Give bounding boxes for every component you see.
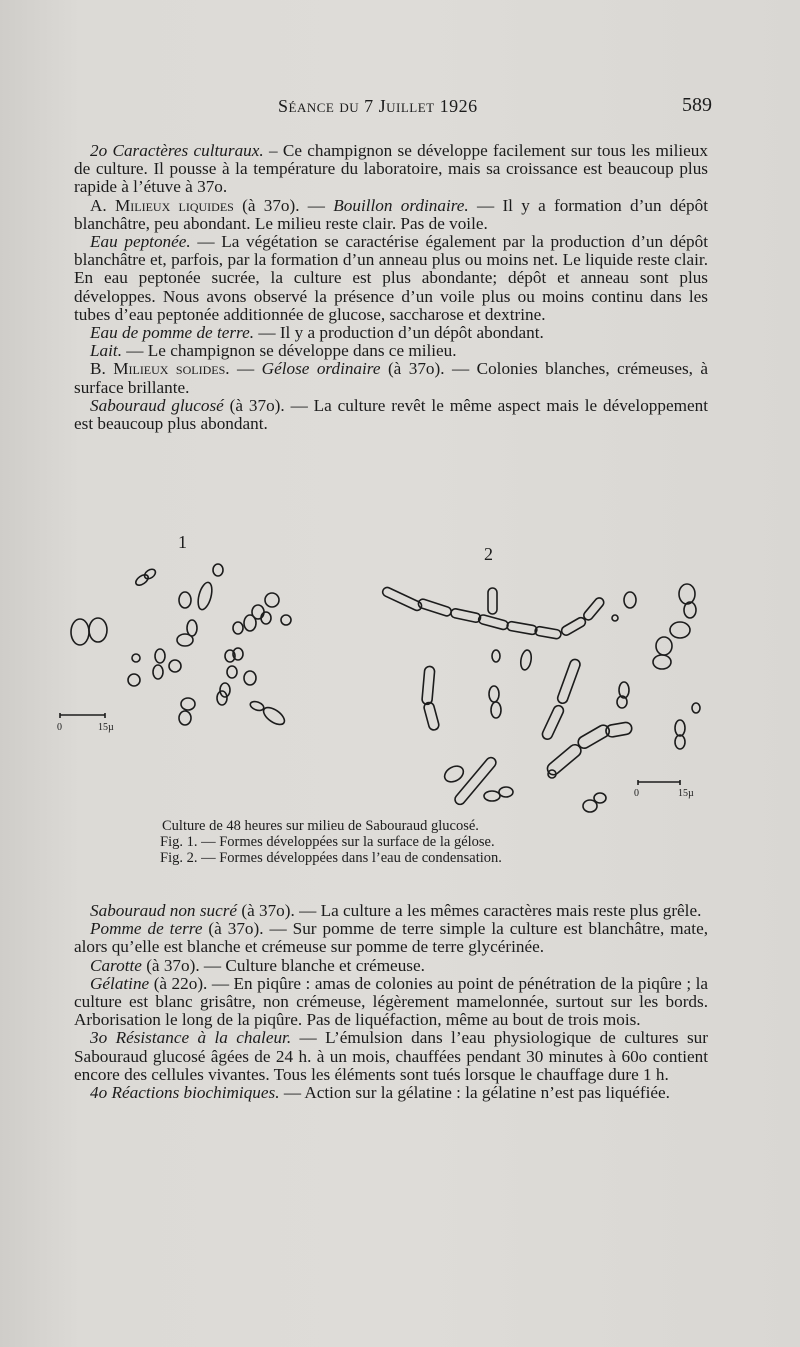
lait-text: — Le champignon se développe dans ce milieu. xyxy=(122,341,457,361)
milieux-liquides-text: — Il y a formation d’un dépôt blanchâtre, peu abondant. Le milieu reste clair. Pas de voile. xyxy=(74,195,708,233)
milieux-solides-heading: B. Milieux solides. xyxy=(90,359,230,379)
paragraph-carotte xyxy=(74,957,708,975)
figure-1-label: 1 xyxy=(178,532,187,552)
scale-bar-1-label: 15µ xyxy=(98,722,114,733)
section-3-heading: 3o Résistance à la chaleur. xyxy=(90,1028,292,1048)
paragraph-pomme-de-terre xyxy=(74,920,708,956)
section-2-text: – Ce champignon se développe facilement sur tous les milieux de culture. Il pousse à la température du laboratoire, mais sa croissance est beaucoup plus rapide à l’étuve à 37o. xyxy=(74,141,708,197)
eau-pomme-de-terre-text: — Il y a production d’un dépôt abondant. xyxy=(254,323,544,343)
sabouraud-non-sucre-text: (à 37o). — La culture a les mêmes caractères mais reste plus grêle. xyxy=(237,901,702,920)
lait-label: Lait. xyxy=(90,341,122,361)
caption-line-3: Fig. 2. — Formes développées dans l’eau de condensation. xyxy=(160,850,502,866)
milieux-solides-sep: — xyxy=(229,359,262,379)
page-header xyxy=(0,92,800,122)
section-2-heading: 2o Caractères culturaux. xyxy=(90,141,264,160)
gelatine-text: (à 22o). — En piqûre : amas de colonies au point de pénétration de la piqûre ; la culture est blanc grisâtre, non crémeuse, légèrement mamelonnée, surtout sur les bords. Arborisation le long de la piqûre. Pas de liquéfaction, même au bout de trois mois. xyxy=(74,973,708,1030)
scale-bar-1-zero: 0 xyxy=(57,722,62,733)
figure-illustration xyxy=(57,528,740,828)
bouillon-ordinaire-label: Bouillon ordinaire. xyxy=(333,195,469,215)
pomme-de-terre-label: Pomme de terre xyxy=(90,919,203,939)
sabouraud-glucose-label: Sabouraud glucosé xyxy=(90,395,224,415)
caption-line-2: Fig. 1. — Formes développées sur la surface de la gélose. xyxy=(160,834,495,850)
paragraph-milieux-solides xyxy=(74,360,708,396)
eau-peptonee-text: — La végétation se caractérise également par la production d’un dépôt blanchâtre et, parfois, par la formation d’un anneau plus ou moins net. Le liquide reste clair. En eau peptonée sucrée, la culture est plus abondante; dépôt et anneau sont plus développes. Nous avons observé la présence d’un voile plus ou moins continu dans les tubes d’eau peptonée additionnée de glucose, saccharose et dextrine. xyxy=(74,232,708,324)
paragraph-milieux-liquides xyxy=(74,197,708,233)
page-number: 589 xyxy=(682,94,712,116)
eau-peptonee-label: Eau peptonée. xyxy=(90,232,191,252)
eau-pomme-de-terre-label: Eau de pomme de terre. xyxy=(90,323,255,343)
paragraph-reactions-biochimiques xyxy=(74,1084,708,1102)
section-4-heading: 4o Réactions biochimiques. xyxy=(90,1083,280,1103)
carotte-text: (à 37o). — Culture blanche et crémeuse. xyxy=(141,955,425,975)
running-head: Séance du 7 Juillet 1926 xyxy=(278,96,478,116)
lower-text-block xyxy=(74,902,708,1102)
paragraph-eau-pomme-de-terre xyxy=(74,324,708,342)
paragraph-eau-peptonee xyxy=(74,233,708,324)
section-4-text: — Action sur la gélatine : la gélatine n’est pas liquéfiée. xyxy=(279,1083,670,1103)
paragraph-caracteres-culturaux xyxy=(74,142,708,197)
sabouraud-glucose-text: (à 37o). — La culture revêt le même aspect mais le développement est beaucoup plus abondant. xyxy=(74,395,708,434)
paragraph-sabouraud-glucose xyxy=(74,397,708,433)
sabouraud-non-sucre-label: Sabouraud non sucré xyxy=(90,901,238,920)
section-3-text: — L’émulsion dans l’eau physiologique de cultures sur Sabouraud glucosé âgées de 24 h. à un mois, chauffées pendant 30 minutes à 60o contient encore des cellules vivantes. Tous les éléments sont tués lorsque le chauffage dure 1 h. xyxy=(74,1028,709,1084)
paragraph-sabouraud-non-sucre xyxy=(74,902,708,920)
pomme-de-terre-text: (à 37o). — Sur pomme de terre simple la culture est blanchâtre, mate, alors qu’elle est blanche et crémeuse sur pomme de terre glycérinée. xyxy=(74,919,708,957)
caption-line-1: Culture de 48 heures sur milieu de Sabouraud glucosé. xyxy=(162,818,479,834)
figure-2-label: 2 xyxy=(484,544,493,564)
figure-1-drawing xyxy=(57,564,291,733)
milieux-liquides-temp: (à 37o). — xyxy=(233,195,334,215)
figure-2-drawing xyxy=(381,584,700,812)
milieux-liquides-heading: A. Milieux liquides xyxy=(90,195,234,215)
paragraph-resistance-chaleur xyxy=(74,1029,708,1084)
gelose-ordinaire-label: Gélose ordinaire xyxy=(261,359,381,379)
milieux-solides-text: (à 37o). — Colonies blanches, crémeuses, à surface brillante. xyxy=(74,359,709,397)
scale-bar-2-zero: 0 xyxy=(634,788,639,799)
carotte-label: Carotte xyxy=(90,955,142,975)
figure-caption xyxy=(160,818,610,866)
paragraph-lait xyxy=(74,342,708,360)
paragraph-gelatine xyxy=(74,975,708,1030)
scale-bar-2-label: 15µ xyxy=(678,788,694,799)
gelatine-label: Gélatine xyxy=(90,973,150,993)
figure-cultures xyxy=(57,528,740,828)
upper-text-block xyxy=(74,142,708,433)
